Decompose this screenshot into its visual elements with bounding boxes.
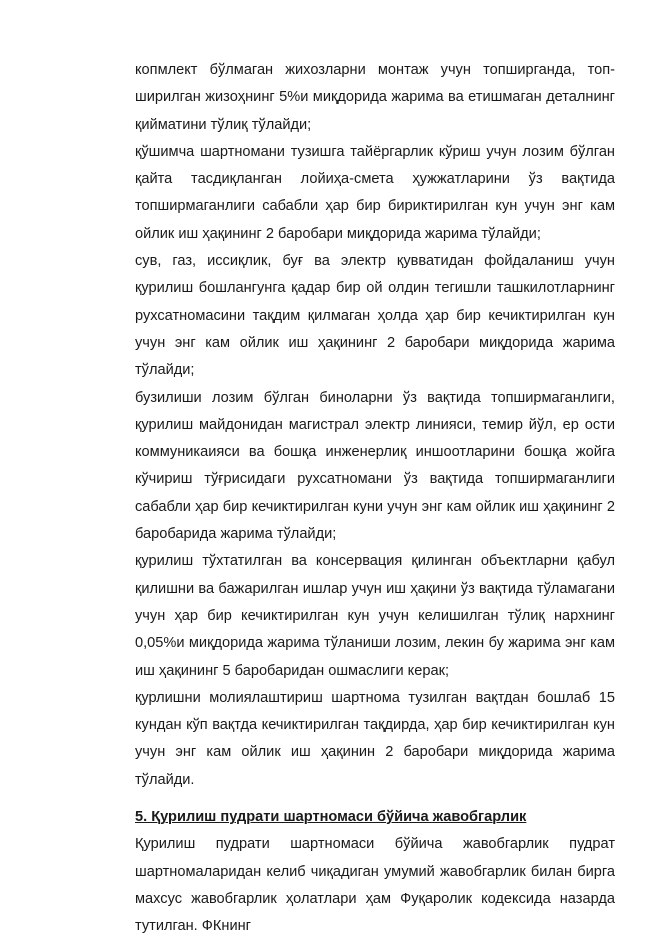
paragraph-utility-permits: сув, газ, иссиқлик, буғ ва электр қувватидан фойдаланиш учун қурилиш бошлангунга қадар бир ой олдин тегишли ташкилотларнинг рухсатномасини тақдим қилмаган ҳолда ҳар бир кечиктирилган кун учун энг кам ойлик иш ҳақининг 2 баробари миқдорида жарима тўлайди; [135,253,615,379]
document-page [135,57,615,941]
paragraph-financing-delay: қурлишни молиялаштириш шартнома тузилган вақтдан бошлаб 15 кундан кўп вақтда кечиктирилган тақдирда, ҳар бир кечиктирилган кун учун энг кам ойлик иш ҳақинин 2 баробари миқдорида жарима тўлайди. [135,689,615,788]
paragraph-demolition-relocation: бузилиши лозим бўлган биноларни ўз вақтида топширмаганлиги, қурилиш майдонидан магистрал электр линияси, темир йўл, ер ости коммуникаияси ва бошқа инженерлиқ иншоотларини бошқа жойга кўчириш тўғрисидаги рухсатномани ўз вақтида топширмаганлиги сабабли ҳар бир кечиктирилган куни учун энг кам ойлик иш ҳақининг 2 баробарида жарима тўлайди; [135,389,615,543]
paragraph-liability-intro: Қурилиш пудрати шартномаси бўйича жавобгарлик пудрат шартномаларидан келиб чиқадиган умумий жавобгарлик билан бирга махсус жавобгарлик ҳолатлари ҳам Фуқаролик кодексида назарда тутилган. ФКнинг [135,836,615,935]
paragraph-design-documents: қўшимча шартномани тузишга тайёргарлик кўриш учун лозим бўлган қайта тасдиқланган лойиҳа-смета ҳужжатларини ўз вақтида топширмаганлиги сабабли ҳар бир бириктирилган кун учун энг кам ойлик иш ҳақининг 2 баробари миқдорида жарима тўлайди; [135,143,615,242]
paragraph-conservation-acceptance: қурилиш тўхтатилган ва консервация қилинган объектларни қабул қилишни ва бажарилган ишлар учун иш ҳақини ўз вақтида тўламагани учун ҳар бир кечиктирилган кун учун келишилган тўлиқ нархнинг 0,05%и миқдорида жарима тўланиши лозим, лекин бу жарима энг кам иш ҳақининг 5 баробаридан ошмаслиги керак; [135,553,615,679]
section-heading: 5. Қурилиш пудрати шартномаси бўйича жавобгарлик [135,809,527,826]
paragraph-incomplete-equipment: копмлект бўлмаган жихозларни монтаж учун топширганда, топ-ширилган жизоҳнинг 5%и миқдорида жарима ва етишмаган деталнинг қийматини тўлиқ тўлайди; [135,62,615,133]
